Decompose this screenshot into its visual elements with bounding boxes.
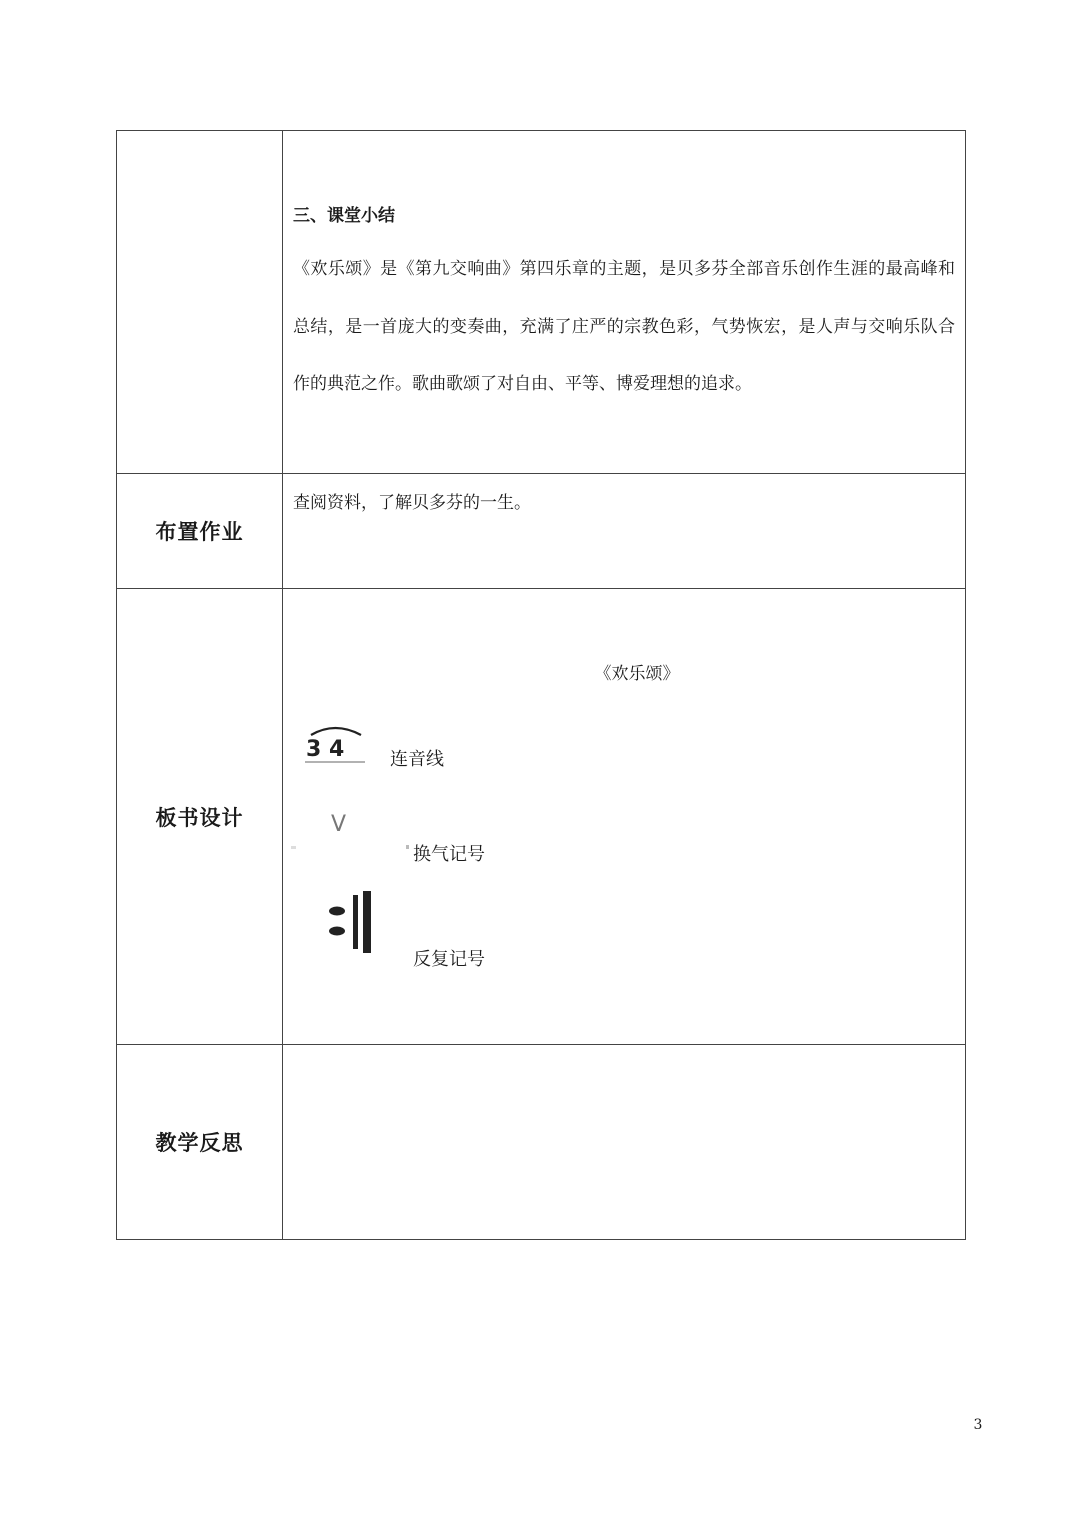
board-design-row xyxy=(117,589,966,1045)
board-title: 《欢乐颂》 xyxy=(594,664,680,684)
homework-text: 查阅资料，了解贝多芬的一生。 xyxy=(293,493,531,513)
tie-digits: 3 4 xyxy=(306,737,345,762)
lesson-plan-table xyxy=(116,130,966,1240)
breath-mark-glyph: V xyxy=(331,812,347,837)
summary-paragraph: 《欢乐颂》是《第九交响曲》第四乐章的主题，是贝多芬全部音乐创作生涯的最高峰和总结，是一首庞大的变奏曲，充满了庄严的宗教色彩，气势恢宏，是人声与交响乐队合作的典范之作。歌曲歌颂了对自由、平等、博爱理想的追求。 xyxy=(293,259,955,394)
summary-row xyxy=(117,131,966,474)
board-design-content-cell xyxy=(283,589,966,1045)
breath-mark-icon xyxy=(291,809,415,857)
board-design-label: 板书设计 xyxy=(117,589,283,1045)
repeat-sign-icon xyxy=(303,889,393,957)
tie-symbol-icon xyxy=(301,723,373,767)
tie-label: 连音线 xyxy=(390,749,444,770)
homework-label: 布置作业 xyxy=(117,474,283,589)
repeat-label: 反复记号 xyxy=(413,949,485,970)
reflection-label: 教学反思 xyxy=(117,1045,283,1240)
reflection-content-cell xyxy=(283,1045,966,1240)
summary-content-cell xyxy=(283,131,966,474)
reflection-row xyxy=(117,1045,966,1240)
homework-content-cell xyxy=(283,474,966,589)
summary-label-cell xyxy=(117,131,283,474)
summary-heading: 三、课堂小结 xyxy=(293,206,395,226)
breath-label: 换气记号 xyxy=(413,844,485,865)
homework-row xyxy=(117,474,966,589)
page-number: 3 xyxy=(973,1417,983,1433)
